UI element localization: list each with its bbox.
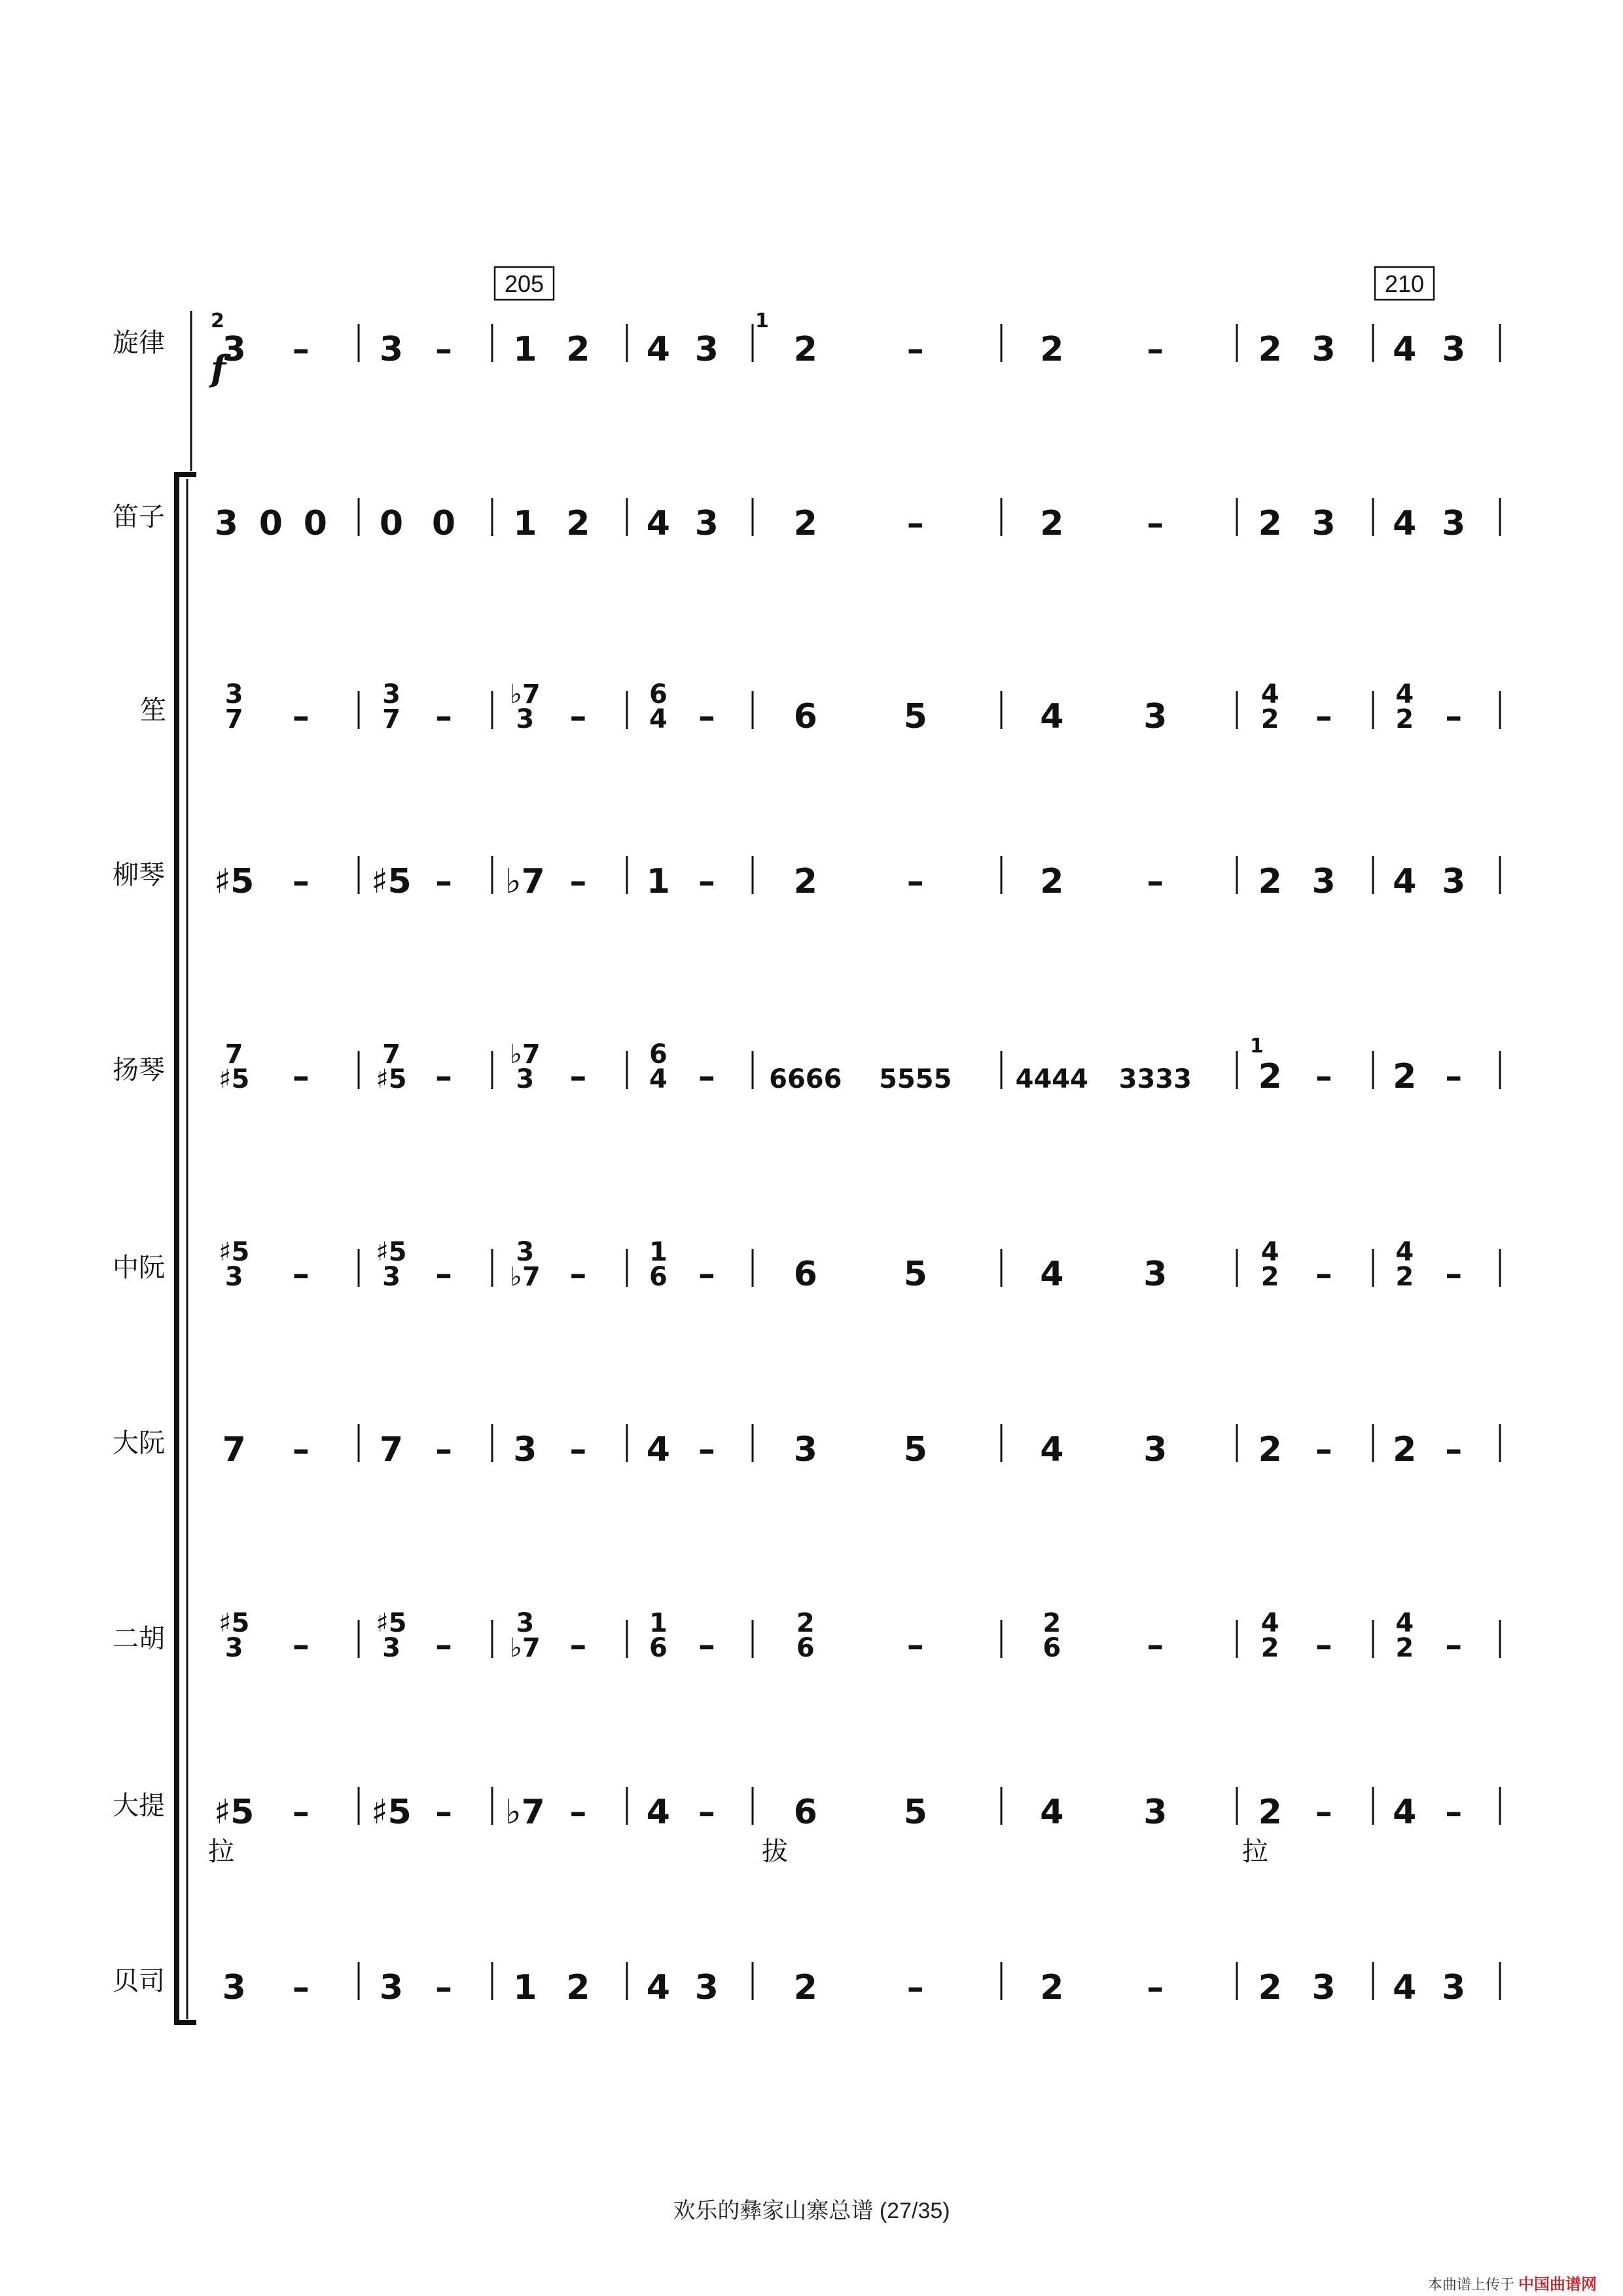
instrument-label: 二胡 <box>113 1624 165 1654</box>
dash-extension: – <box>906 1968 924 2007</box>
chord-note-bottom: 6 <box>796 1633 815 1663</box>
note: ♭7 <box>505 1793 545 1832</box>
dash-extension: – <box>435 1793 452 1832</box>
chord-note-top: ♭7 <box>509 679 541 709</box>
chord-note-top: 1 <box>649 1237 668 1267</box>
note: 4 <box>1040 1793 1064 1832</box>
chord-note-bottom: ♯5 <box>376 1064 407 1094</box>
chord-note-bottom: 6 <box>649 1262 668 1292</box>
dash-extension: – <box>569 862 587 901</box>
note: 3 <box>379 1968 404 2007</box>
note: 3 <box>793 1430 817 1469</box>
note: 3 <box>1311 330 1336 369</box>
instrument-label: 贝司 <box>113 1966 165 1996</box>
chord-note-bottom: 3 <box>382 1633 401 1663</box>
chord-note-top: 3 <box>382 679 401 709</box>
dash-extension: – <box>569 1430 587 1469</box>
dash-extension: – <box>1315 1793 1332 1832</box>
dash-extension: – <box>1445 1626 1463 1665</box>
chord-note-bottom: ♭7 <box>509 1633 541 1663</box>
chord-note-bottom: 2 <box>1395 704 1414 734</box>
chord-note-top: ♯5 <box>219 1608 250 1638</box>
chord-note-bottom: ♭7 <box>509 1262 541 1292</box>
dash-extension: – <box>1315 1430 1332 1469</box>
note: 2 <box>566 504 590 543</box>
dash-extension: – <box>569 1793 587 1832</box>
chord-note-top: 3 <box>516 1237 535 1267</box>
chord-note-bottom: 4 <box>649 704 668 734</box>
dash-extension: – <box>1147 862 1164 901</box>
chord-note-top: 6 <box>649 1039 668 1069</box>
dash-extension: – <box>1315 1057 1332 1096</box>
note: 0 <box>379 504 404 543</box>
note: 7 <box>379 1430 404 1469</box>
note: 2 <box>1040 862 1064 901</box>
note: 4 <box>1393 1968 1417 2007</box>
note: 3 <box>1311 504 1336 543</box>
chord-note-top: 4 <box>1260 1608 1279 1638</box>
chord-note-bottom: 6 <box>1043 1633 1061 1663</box>
dash-extension: – <box>569 697 587 736</box>
rehearsal-marks <box>495 267 1434 300</box>
dash-extension: – <box>698 1255 715 1294</box>
dash-extension: – <box>1445 1430 1463 1469</box>
note: 4 <box>1040 1255 1064 1294</box>
chord-note-top: 4 <box>1395 1608 1414 1638</box>
dash-extension: – <box>698 1057 715 1096</box>
note: 2 <box>566 330 590 369</box>
chord-note-bottom: 2 <box>1395 1262 1414 1292</box>
note: 2 <box>1040 1968 1064 2007</box>
dash-extension: – <box>292 1793 310 1832</box>
note: 2 <box>1393 1057 1417 1096</box>
note: 4 <box>646 1968 670 2007</box>
note: 2 <box>1040 504 1064 543</box>
note: 6 <box>793 1255 817 1294</box>
chord-note-bottom: 4 <box>649 1064 668 1094</box>
chord-note-top: 1 <box>649 1608 668 1638</box>
instrument-label: 中阮 <box>113 1253 165 1283</box>
fingering-mark: 1 <box>1250 1035 1264 1058</box>
dash-extension: – <box>1147 1968 1164 2007</box>
dash-extension: – <box>292 1255 310 1294</box>
note: 4 <box>1393 504 1417 543</box>
instrument-label: 柳琴 <box>113 860 165 890</box>
note: 3 <box>694 504 719 543</box>
chord-note-top: ♭7 <box>509 1039 541 1069</box>
note: 3 <box>214 504 238 543</box>
dash-extension: – <box>1445 1793 1463 1832</box>
note: 3 <box>694 1968 719 2007</box>
technique-label: 拉 <box>1242 1837 1268 1867</box>
note: 5 <box>903 697 927 736</box>
note: 5 <box>903 1255 927 1294</box>
chord-note-top: 2 <box>1043 1608 1061 1638</box>
note: 2 <box>793 330 817 369</box>
fingering-mark: 2 <box>211 310 224 332</box>
dash-extension: – <box>1147 1626 1164 1665</box>
note: 2 <box>1258 862 1282 901</box>
note: 3333 <box>1118 1064 1192 1094</box>
technique-label: 拉 <box>208 1837 234 1867</box>
note: 3 <box>222 330 246 369</box>
note: 2 <box>1258 330 1282 369</box>
note: 3 <box>1143 697 1168 736</box>
rehearsal-mark: 205 <box>504 270 544 297</box>
dash-extension: – <box>435 1255 452 1294</box>
dash-extension: – <box>435 697 452 736</box>
dash-extension: – <box>435 330 452 369</box>
dash-extension: – <box>906 1626 924 1665</box>
chord-note-bottom: 3 <box>516 704 535 734</box>
instrument-label: 大阮 <box>113 1428 165 1458</box>
chord-note-top: 4 <box>1395 1237 1414 1267</box>
note: ♯5 <box>214 1793 255 1832</box>
dash-extension: – <box>906 862 924 901</box>
chord-note-bottom: 2 <box>1395 1633 1414 1663</box>
note: ♯5 <box>214 862 255 901</box>
note: 4 <box>1393 330 1417 369</box>
dash-extension: – <box>906 504 924 543</box>
chord-note-top: 4 <box>1260 679 1279 709</box>
instrument-label: 笙 <box>140 695 166 725</box>
chord-note-bottom: 3 <box>382 1262 401 1292</box>
dynamic-forte: f <box>211 348 226 389</box>
chord-note-top: 3 <box>224 679 243 709</box>
dash-extension: – <box>1147 330 1164 369</box>
note: 3 <box>513 1430 537 1469</box>
chord-note-top: 4 <box>1260 1237 1279 1267</box>
instrument-label: 扬琴 <box>113 1055 165 1085</box>
chord-note-top: 4 <box>1395 679 1414 709</box>
note: 4 <box>646 504 670 543</box>
note: 2 <box>566 1968 590 2007</box>
dash-extension: – <box>292 1968 310 2007</box>
note: 1 <box>513 1968 537 2007</box>
instrument-label: 旋律 <box>113 328 165 358</box>
instrument-label: 大提 <box>113 1791 165 1821</box>
note: 3 <box>379 330 404 369</box>
note: 5 <box>903 1430 927 1469</box>
dash-extension: – <box>292 862 310 901</box>
dash-extension: – <box>698 862 715 901</box>
note: 2 <box>1258 1057 1282 1096</box>
rehearsal-mark: 210 <box>1384 270 1425 297</box>
dash-extension: – <box>906 330 924 369</box>
dash-extension: – <box>1445 1057 1463 1096</box>
dash-extension: – <box>292 1626 310 1665</box>
note: 3 <box>1143 1793 1168 1832</box>
note: ♭7 <box>505 862 545 901</box>
note: 1 <box>513 504 537 543</box>
note: 3 <box>1442 862 1466 901</box>
dash-extension: – <box>292 697 310 736</box>
dash-extension: – <box>1147 504 1164 543</box>
dash-extension: – <box>435 1430 452 1469</box>
chord-note-bottom: ♯5 <box>219 1064 250 1094</box>
chord-note-top: 2 <box>796 1608 815 1638</box>
dash-extension: – <box>435 1626 452 1665</box>
note: 2 <box>1258 1430 1282 1469</box>
chord-note-top: 6 <box>649 679 668 709</box>
chord-note-bottom: 2 <box>1260 1262 1279 1292</box>
chord-note-bottom: 7 <box>224 704 243 734</box>
chord-note-top: 7 <box>382 1039 401 1069</box>
note: 3 <box>1442 504 1466 543</box>
note: 5 <box>903 1793 927 1832</box>
note: 3 <box>1442 1968 1466 2007</box>
note: 2 <box>793 1968 817 2007</box>
dash-extension: – <box>698 1793 715 1832</box>
note: 3 <box>1143 1430 1168 1469</box>
chord-note-top: 7 <box>224 1039 243 1069</box>
note: 6 <box>793 1793 817 1832</box>
dash-extension: – <box>698 697 715 736</box>
note: 2 <box>1393 1430 1417 1469</box>
fingering-mark: 1 <box>755 310 769 332</box>
chord-note-top: ♯5 <box>376 1237 407 1267</box>
dash-extension: – <box>569 1626 587 1665</box>
chord-note-bottom: 6 <box>649 1633 668 1663</box>
note: 7 <box>222 1430 246 1469</box>
dash-extension: – <box>435 1057 452 1096</box>
note: 1 <box>646 862 670 901</box>
note: 4 <box>646 1430 670 1469</box>
note: 4 <box>1040 1430 1064 1469</box>
note: 3 <box>694 330 719 369</box>
note: 4 <box>646 1793 670 1832</box>
note: 6666 <box>769 1064 842 1094</box>
dash-extension: – <box>292 330 310 369</box>
note: 0 <box>259 504 283 543</box>
note: 4 <box>646 330 670 369</box>
watermark-prefix: 本曲谱上传于 <box>1427 2276 1514 2293</box>
watermark-brand: 中国曲谱网 <box>1518 2276 1597 2293</box>
note: 3 <box>222 1968 246 2007</box>
note: ♯5 <box>371 862 412 901</box>
note: 6 <box>793 697 817 736</box>
chord-note-bottom: 3 <box>224 1633 243 1663</box>
note: 5555 <box>879 1064 952 1094</box>
note: 0 <box>303 504 327 543</box>
dash-extension: – <box>292 1430 310 1469</box>
note: ♯5 <box>371 1793 412 1832</box>
dash-extension: – <box>698 1626 715 1665</box>
dash-extension: – <box>698 1430 715 1469</box>
chord-note-bottom: 3 <box>516 1064 535 1094</box>
chord-note-top: ♯5 <box>376 1608 407 1638</box>
chord-note-bottom: 7 <box>382 704 401 734</box>
dash-extension: – <box>292 1057 310 1096</box>
note: 0 <box>431 504 456 543</box>
technique-label: 拔 <box>762 1837 788 1867</box>
note: 4 <box>1040 697 1064 736</box>
note: 3 <box>1311 862 1336 901</box>
dash-extension: – <box>1315 1255 1332 1294</box>
dash-extension: – <box>1315 1626 1332 1665</box>
dash-extension: – <box>1315 697 1332 736</box>
instrument-labels <box>113 328 166 1996</box>
note: 2 <box>1258 1793 1282 1832</box>
note: 1 <box>513 330 537 369</box>
note: 3 <box>1143 1255 1168 1294</box>
note: 2 <box>1040 330 1064 369</box>
chord-note-top: ♯5 <box>219 1237 250 1267</box>
chord-note-bottom: 2 <box>1260 704 1279 734</box>
page-footer: 欢乐的彝家山寨总谱 (27/35) <box>673 2198 950 2223</box>
system-brackets <box>177 311 196 2022</box>
site-watermark <box>1428 2271 1597 2294</box>
note: 4444 <box>1015 1064 1088 1094</box>
instrument-label: 笛子 <box>113 502 165 532</box>
chord-note-bottom: 2 <box>1260 1633 1279 1663</box>
note: 4 <box>1393 1793 1417 1832</box>
dash-extension: – <box>1445 697 1463 736</box>
chord-note-top: 3 <box>516 1608 535 1638</box>
dash-extension: – <box>435 862 452 901</box>
note: 2 <box>1258 504 1282 543</box>
dash-extension: – <box>1445 1255 1463 1294</box>
dash-extension: – <box>569 1255 587 1294</box>
note: 2 <box>793 862 817 901</box>
dash-extension: – <box>569 1057 587 1096</box>
score-rows <box>214 324 1500 2007</box>
note: 2 <box>793 504 817 543</box>
note: 2 <box>1258 1968 1282 2007</box>
dash-extension: – <box>435 1968 452 2007</box>
note: 3 <box>1442 330 1466 369</box>
note: 4 <box>1393 862 1417 901</box>
chord-note-bottom: 3 <box>224 1262 243 1292</box>
note: 3 <box>1311 1968 1336 2007</box>
